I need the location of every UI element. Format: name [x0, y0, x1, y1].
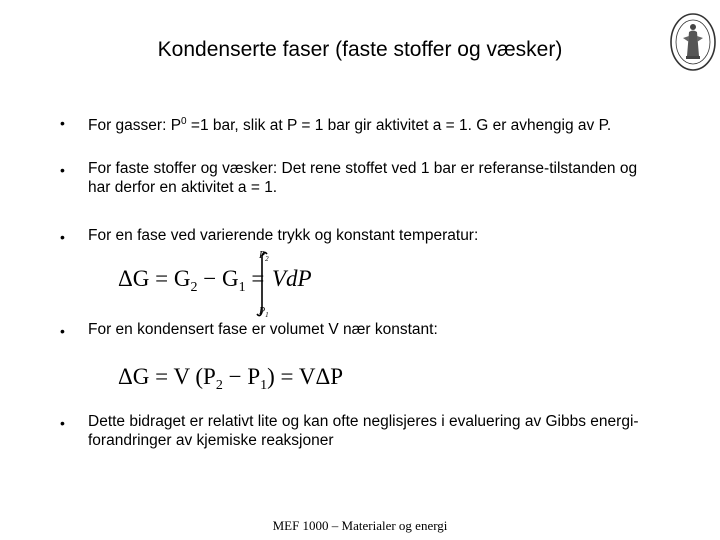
eq-sub: 1 [260, 378, 268, 393]
bullet-text-part: For gasser: P [88, 117, 182, 135]
slide-footer: MEF 1000 – Materialer og energi [272, 518, 448, 533]
slide-title: Kondenserte faser (faste stoffer og væsker) [157, 38, 563, 61]
bullet-text-gases [88, 112, 688, 135]
integral-upper-limit: $P_2$ [259, 250, 269, 263]
eq-sub: 2 [215, 378, 223, 393]
bullet-marker: • [60, 162, 65, 178]
bullet-marker: • [60, 323, 65, 339]
bullet-marker: • [60, 115, 65, 131]
bullet-marker: • [60, 415, 65, 431]
bullet-marker: • [60, 229, 65, 245]
equation-delta-g-vdp [118, 364, 344, 393]
eq-part: ΔG = V (P [118, 364, 216, 389]
eq-integrand: VdP [272, 266, 312, 291]
equation-delta-g-integral [118, 266, 265, 295]
bullet-text-part: =1 bar, slik at P = 1 bar gir aktivitet a = 1. G er avhengig av P. [186, 117, 612, 135]
bullet-text-varying-pressure: For en fase ved varierende trykk og konstant temperatur: [88, 227, 479, 244]
bullet-text-contribution: Dette bidraget er relativt lite og kan ofte neglisjeres i evaluering av Gibbs energi-forandringer av kjemiske reaksjoner [88, 413, 639, 449]
eq-sub: 1 [238, 280, 246, 295]
eq-sub: 2 [190, 280, 198, 295]
integral-lower-limit: $P_1$ [259, 306, 269, 319]
eq-lhs: ΔG = G [118, 266, 191, 291]
superscript-zero: 0 [181, 116, 187, 127]
eq-equals: = [245, 266, 265, 291]
bullet-text-condensed-phase: For en kondensert fase er volumet V nær konstant: [88, 321, 438, 338]
eq-mid: − G [197, 266, 239, 291]
bullet-text-solids-liquids: For faste stoffer og væsker: Det rene stoffet ved 1 bar er referanse-tilstanden og har derfor en aktivitet a = 1. [88, 160, 638, 196]
eq-part: ) = VΔP [267, 364, 344, 389]
eq-part: − P [222, 364, 261, 389]
university-seal-icon [669, 12, 717, 72]
